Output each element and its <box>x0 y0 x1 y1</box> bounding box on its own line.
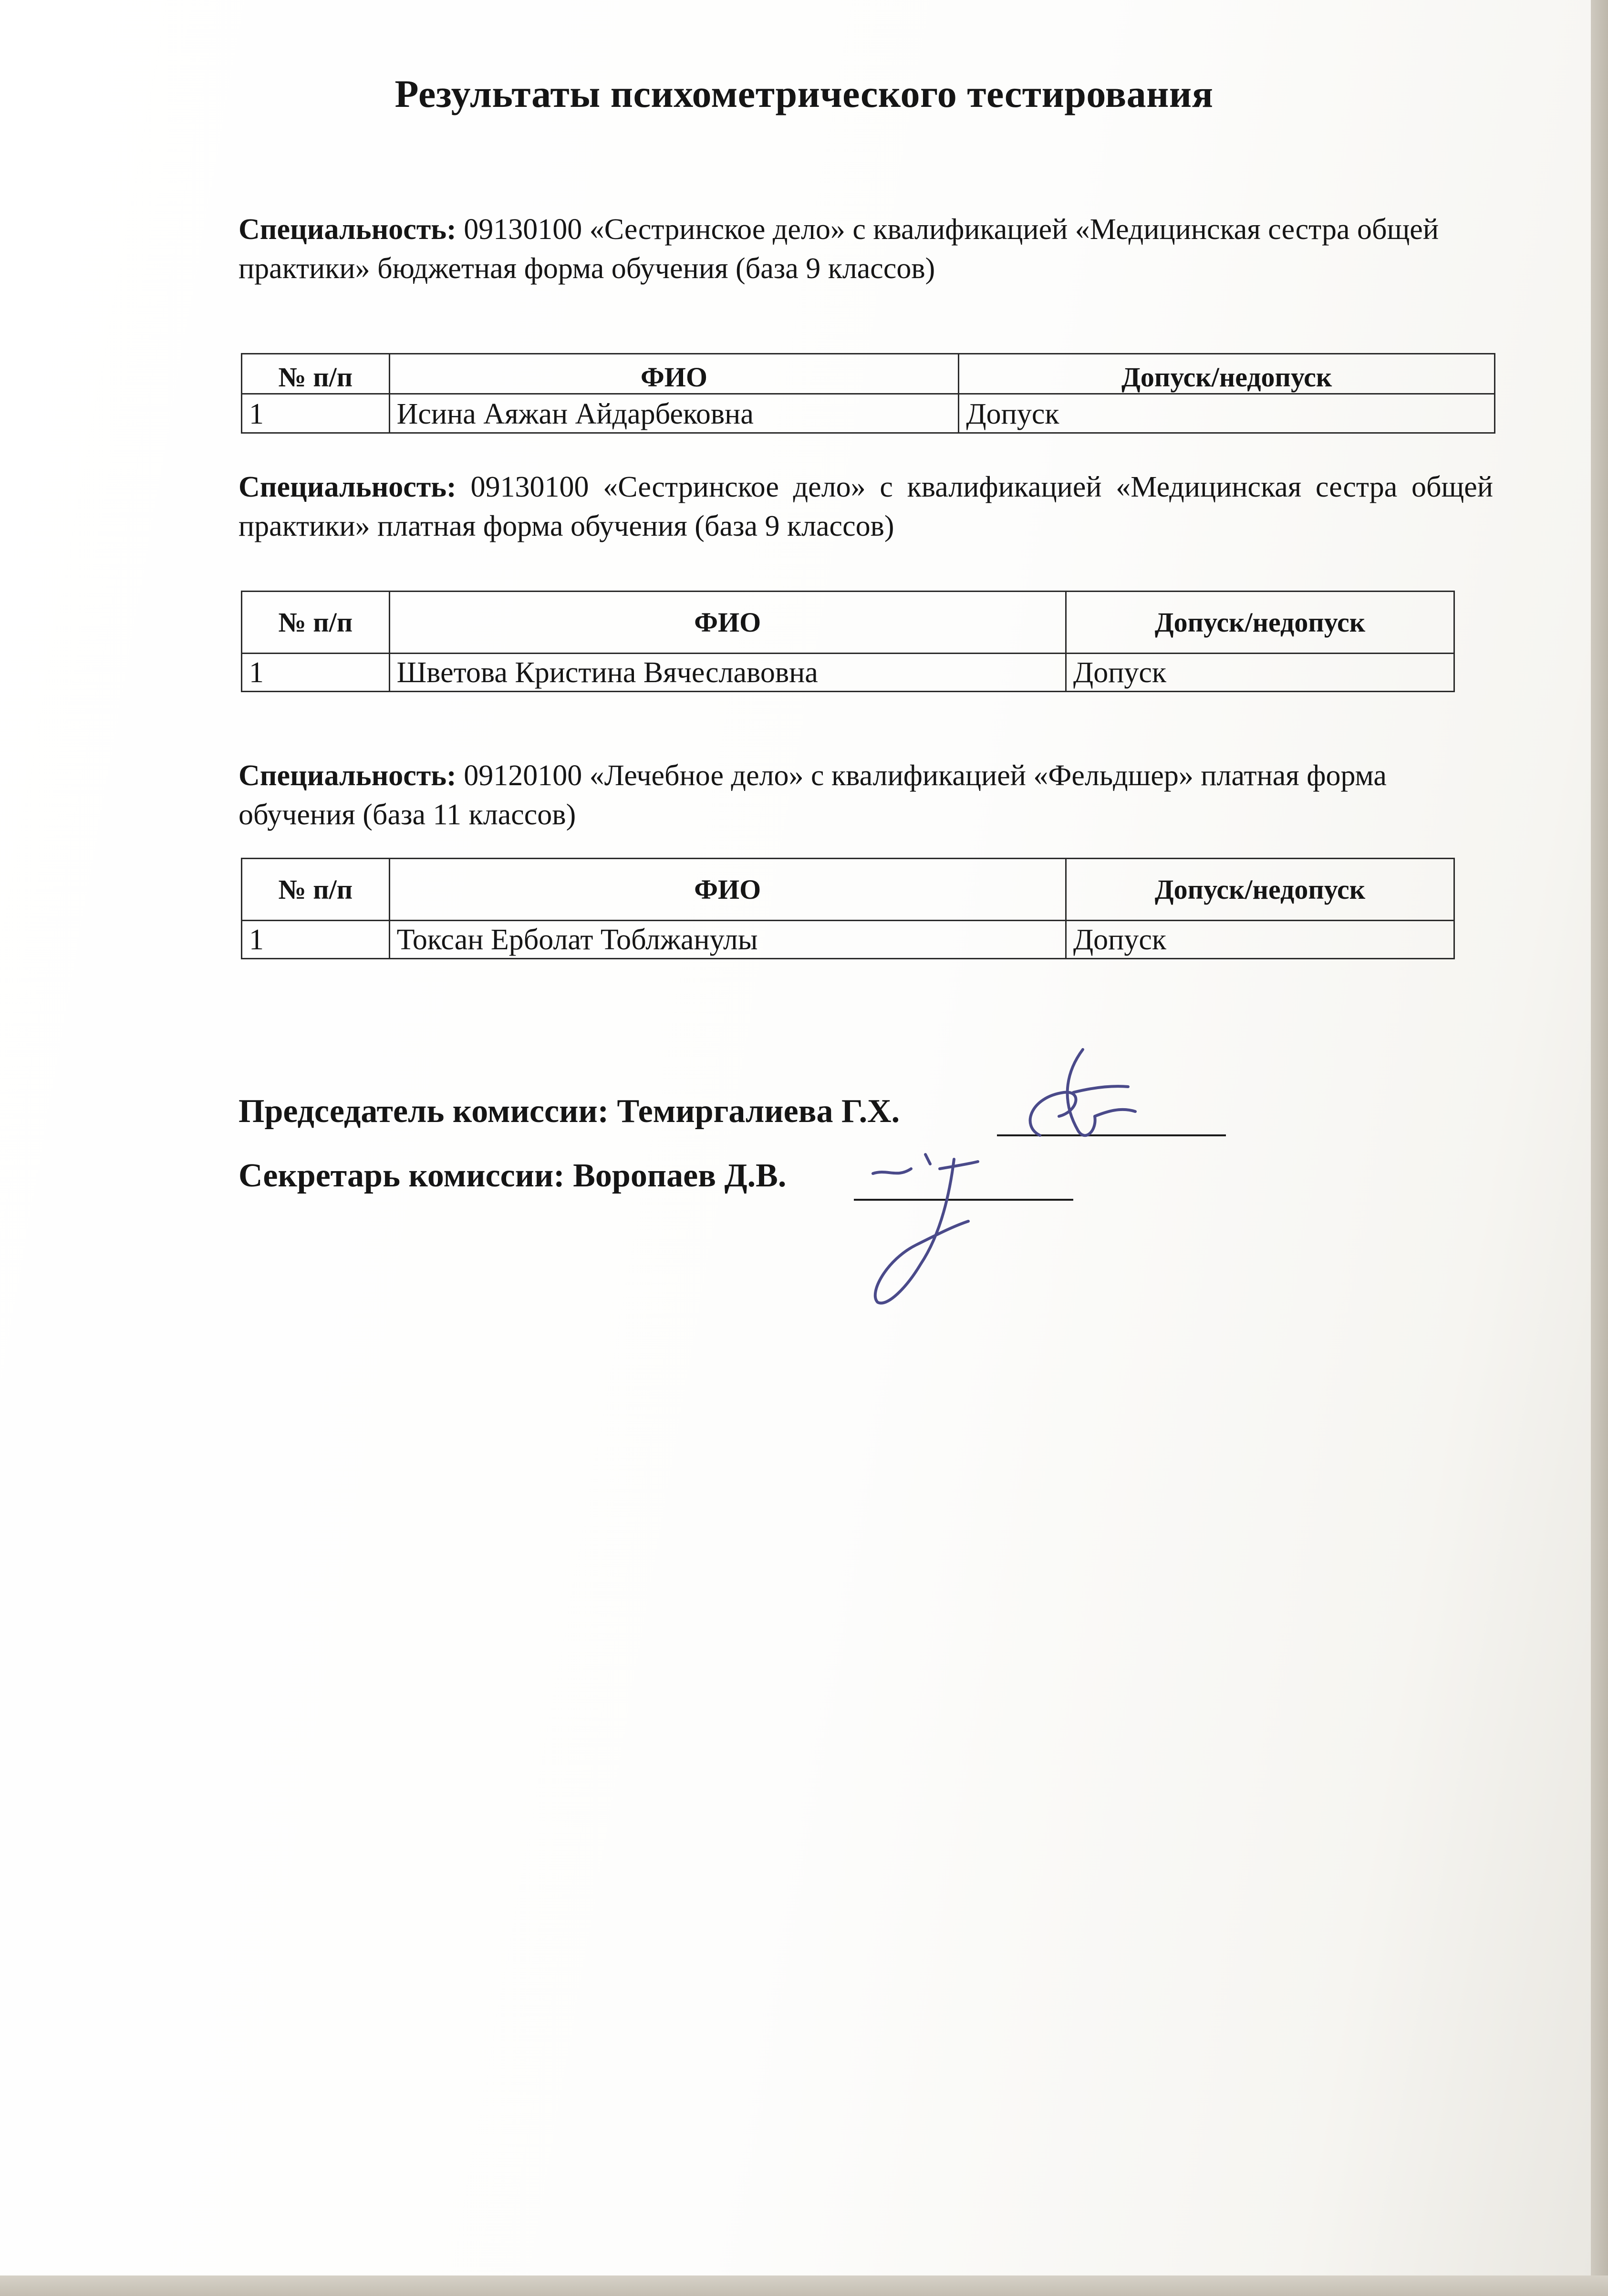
header-number: № п/п <box>242 354 390 394</box>
header-name: ФИО <box>389 354 959 394</box>
specialty-text: 09120100 «Лечебное дело» с квалификацией «Фельдшер» платная форма обучения (база 11 классов) <box>239 759 1387 831</box>
header-name: ФИО <box>389 592 1066 654</box>
table-row <box>242 394 1495 433</box>
table-header-row <box>242 592 1454 654</box>
specialty-label: Специальность: <box>239 759 456 792</box>
header-status: Допуск/недопуск <box>959 354 1495 394</box>
specialty-description-1 <box>239 210 1493 288</box>
secretary-signature-line <box>239 1157 786 1195</box>
header-status: Допуск/недопуск <box>1066 859 1454 921</box>
page-bottom-shadow <box>0 2275 1608 2296</box>
specialty-text: 09130100 «Сестринское дело» с квалификацией «Медицинская сестра общей практики» бюджетная форма обучения (база 9 классов) <box>239 213 1439 285</box>
header-name: ФИО <box>389 859 1066 921</box>
header-number: № п/п <box>242 592 390 654</box>
cell-number: 1 <box>242 394 390 433</box>
cell-name: Токсан Ерболат Тоблжанулы <box>389 921 1066 959</box>
cell-status: Допуск <box>1066 921 1454 959</box>
cell-name: Исина Аяжан Айдарбековна <box>389 394 959 433</box>
header-number: № п/п <box>242 859 390 921</box>
cell-name: Шветова Кристина Вячеславовна <box>389 654 1066 692</box>
specialty-label: Специальность: <box>239 213 456 246</box>
page-edge-shadow <box>1591 0 1608 2296</box>
header-status: Допуск/недопуск <box>1066 592 1454 654</box>
table-row <box>242 654 1454 692</box>
chair-signature-line <box>239 1092 900 1131</box>
results-table-2 <box>241 591 1455 692</box>
chair-label: Председатель комиссии: Темиргалиева Г.Х. <box>239 1093 900 1130</box>
secretary-handwritten-signature <box>859 1140 1030 1321</box>
cell-number: 1 <box>242 654 390 692</box>
specialty-description-2 <box>239 468 1493 546</box>
page-title: Результаты психометрического тестирования <box>394 72 1214 115</box>
specialty-description-3 <box>239 756 1493 834</box>
cell-status: Допуск <box>1066 654 1454 692</box>
results-table-1 <box>241 353 1495 434</box>
cell-status: Допуск <box>959 394 1495 433</box>
chair-handwritten-signature <box>1011 1040 1164 1150</box>
specialty-label: Специальность: <box>239 471 456 503</box>
table-header-row <box>242 859 1454 921</box>
secretary-label: Секретарь комиссии: Воропаев Д.В. <box>239 1157 787 1194</box>
table-row <box>242 921 1454 959</box>
results-table-3 <box>241 858 1455 959</box>
table-header-row <box>242 354 1495 394</box>
specialty-text: 09130100 «Сестринское дело» с квалификацией «Медицинская сестра общей практики» платная форма обучения (база 9 классов) <box>239 471 1493 542</box>
cell-number: 1 <box>242 921 390 959</box>
